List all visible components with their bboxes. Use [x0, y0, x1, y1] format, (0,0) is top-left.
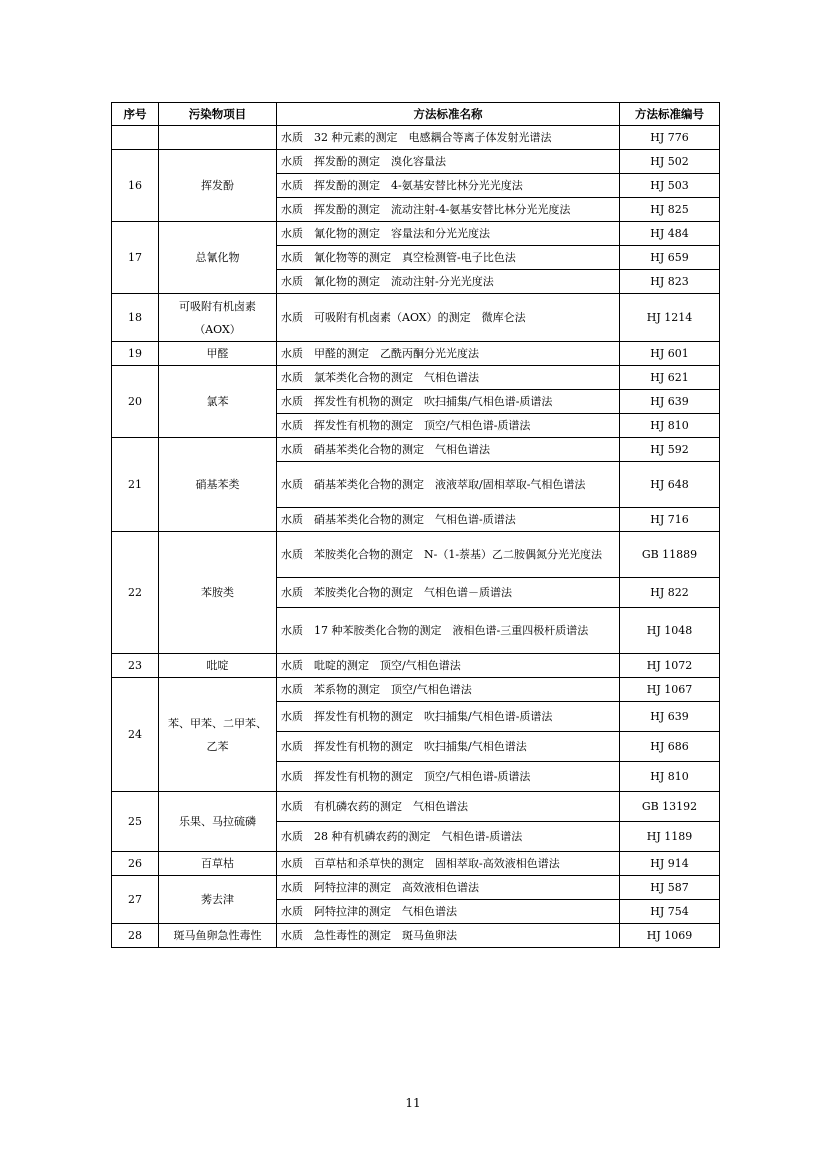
table-row — [112, 532, 720, 578]
pollutant-item-cell: 苯胺类 — [159, 532, 277, 654]
method-name-cell: 水质 吡啶的测定 顶空/气相色谱法 — [277, 654, 620, 678]
table-row — [112, 438, 720, 462]
row-number-cell: 26 — [112, 852, 159, 876]
table-row — [112, 366, 720, 390]
method-code-cell: HJ 592 — [620, 438, 720, 462]
row-number-cell: 20 — [112, 366, 159, 438]
method-name-cell: 水质 苯系物的测定 顶空/气相色谱法 — [277, 678, 620, 702]
table-row — [112, 222, 720, 246]
table-row — [112, 654, 720, 678]
row-number-cell: 28 — [112, 924, 159, 948]
row-number-cell: 16 — [112, 150, 159, 222]
pollutant-item-cell: 氯苯 — [159, 366, 277, 438]
method-code-cell: HJ 639 — [620, 702, 720, 732]
method-code-cell: HJ 484 — [620, 222, 720, 246]
row-number-cell: 27 — [112, 876, 159, 924]
table-row — [112, 852, 720, 876]
method-name-cell: 水质 可吸附有机卤素（AOX）的测定 微库仑法 — [277, 294, 620, 342]
pollutant-item-cell: 挥发酚 — [159, 150, 277, 222]
method-code-cell: HJ 587 — [620, 876, 720, 900]
method-code-cell: HJ 1189 — [620, 822, 720, 852]
method-name-cell: 水质 硝基苯类化合物的测定 气相色谱法 — [277, 438, 620, 462]
method-name-cell: 水质 挥发性有机物的测定 吹扫捕集/气相色谱法 — [277, 732, 620, 762]
method-name-cell: 水质 挥发性有机物的测定 顶空/气相色谱-质谱法 — [277, 414, 620, 438]
row-number-cell: 24 — [112, 678, 159, 792]
method-name-cell: 水质 硝基苯类化合物的测定 液液萃取/固相萃取-气相色谱法 — [277, 462, 620, 508]
method-code-cell: HJ 1069 — [620, 924, 720, 948]
table-row — [112, 678, 720, 702]
method-name-cell: 水质 32 种元素的测定 电感耦合等离子体发射光谱法 — [277, 126, 620, 150]
method-code-cell: HJ 776 — [620, 126, 720, 150]
row-number-cell: 25 — [112, 792, 159, 852]
method-code-cell: HJ 754 — [620, 900, 720, 924]
row-number-cell: 17 — [112, 222, 159, 294]
header-method: 方法标准名称 — [277, 103, 620, 126]
method-name-cell: 水质 28 种有机磷农药的测定 气相色谱-质谱法 — [277, 822, 620, 852]
pollutant-item-cell: 苯、甲苯、二甲苯、乙苯 — [159, 678, 277, 792]
pollutant-item-cell: 百草枯 — [159, 852, 277, 876]
method-code-cell: HJ 503 — [620, 174, 720, 198]
method-name-cell: 水质 挥发酚的测定 流动注射-4-氨基安替比林分光光度法 — [277, 198, 620, 222]
method-code-cell: HJ 639 — [620, 390, 720, 414]
method-code-cell: HJ 822 — [620, 578, 720, 608]
pollutant-item-cell: 硝基苯类 — [159, 438, 277, 532]
pollutant-item-cell: 乐果、马拉硫磷 — [159, 792, 277, 852]
row-number-cell: 23 — [112, 654, 159, 678]
method-name-cell: 水质 百草枯和杀草快的测定 固相萃取-高效液相色谱法 — [277, 852, 620, 876]
table-body — [112, 126, 720, 948]
method-code-cell: GB 11889 — [620, 532, 720, 578]
table-row — [112, 294, 720, 342]
method-code-cell: HJ 810 — [620, 762, 720, 792]
method-name-cell: 水质 氯苯类化合物的测定 气相色谱法 — [277, 366, 620, 390]
method-code-cell: HJ 1067 — [620, 678, 720, 702]
method-standards-table — [111, 102, 720, 948]
method-code-cell: HJ 686 — [620, 732, 720, 762]
method-code-cell: GB 13192 — [620, 792, 720, 822]
method-code-cell: HJ 810 — [620, 414, 720, 438]
method-name-cell: 水质 氰化物等的测定 真空检测管-电子比色法 — [277, 246, 620, 270]
page-number: 11 — [405, 1096, 421, 1110]
row-number-cell — [112, 126, 159, 150]
method-code-cell: HJ 659 — [620, 246, 720, 270]
method-name-cell: 水质 挥发性有机物的测定 吹扫捕集/气相色谱-质谱法 — [277, 390, 620, 414]
header-item: 污染物项目 — [159, 103, 277, 126]
method-name-cell: 水质 苯胺类化合物的测定 N-（1-萘基）乙二胺偶氮分光光度法 — [277, 532, 620, 578]
method-code-cell: HJ 621 — [620, 366, 720, 390]
method-name-cell: 水质 甲醛的测定 乙酰丙酮分光光度法 — [277, 342, 620, 366]
header-code: 方法标准编号 — [620, 103, 720, 126]
method-name-cell: 水质 阿特拉津的测定 高效液相色谱法 — [277, 876, 620, 900]
table-row — [112, 924, 720, 948]
table-row — [112, 792, 720, 822]
table-row — [112, 342, 720, 366]
method-name-cell: 水质 阿特拉津的测定 气相色谱法 — [277, 900, 620, 924]
pollutant-item-cell: 莠去津 — [159, 876, 277, 924]
row-number-cell: 21 — [112, 438, 159, 532]
method-code-cell: HJ 1214 — [620, 294, 720, 342]
method-name-cell: 水质 挥发性有机物的测定 吹扫捕集/气相色谱-质谱法 — [277, 702, 620, 732]
method-code-cell: HJ 825 — [620, 198, 720, 222]
header-no: 序号 — [112, 103, 159, 126]
method-code-cell: HJ 1072 — [620, 654, 720, 678]
method-name-cell: 水质 挥发酚的测定 4-氨基安替比林分光光度法 — [277, 174, 620, 198]
method-name-cell: 水质 苯胺类化合物的测定 气相色谱－质谱法 — [277, 578, 620, 608]
method-name-cell: 水质 挥发性有机物的测定 顶空/气相色谱-质谱法 — [277, 762, 620, 792]
method-name-cell: 水质 急性毒性的测定 斑马鱼卵法 — [277, 924, 620, 948]
method-name-cell: 水质 氰化物的测定 流动注射-分光光度法 — [277, 270, 620, 294]
row-number-cell: 18 — [112, 294, 159, 342]
method-code-cell: HJ 601 — [620, 342, 720, 366]
method-name-cell: 水质 挥发酚的测定 溴化容量法 — [277, 150, 620, 174]
pollutant-item-cell: 可吸附有机卤素（AOX） — [159, 294, 277, 342]
row-number-cell: 19 — [112, 342, 159, 366]
pollutant-item-cell: 斑马鱼卵急性毒性 — [159, 924, 277, 948]
method-name-cell: 水质 17 种苯胺类化合物的测定 液相色谱-三重四极杆质谱法 — [277, 608, 620, 654]
method-code-cell: HJ 502 — [620, 150, 720, 174]
pollutant-item-cell — [159, 126, 277, 150]
row-number-cell: 22 — [112, 532, 159, 654]
pollutant-item-cell: 甲醛 — [159, 342, 277, 366]
method-name-cell: 水质 有机磷农药的测定 气相色谱法 — [277, 792, 620, 822]
table-row — [112, 150, 720, 174]
table-header-row — [112, 103, 720, 126]
method-code-cell: HJ 1048 — [620, 608, 720, 654]
table-row — [112, 126, 720, 150]
method-code-cell: HJ 823 — [620, 270, 720, 294]
method-name-cell: 水质 硝基苯类化合物的测定 气相色谱-质谱法 — [277, 508, 620, 532]
method-code-cell: HJ 648 — [620, 462, 720, 508]
pollutant-item-cell: 总氰化物 — [159, 222, 277, 294]
method-name-cell: 水质 氰化物的测定 容量法和分光光度法 — [277, 222, 620, 246]
method-code-cell: HJ 914 — [620, 852, 720, 876]
table-row — [112, 876, 720, 900]
method-code-cell: HJ 716 — [620, 508, 720, 532]
pollutant-item-cell: 吡啶 — [159, 654, 277, 678]
